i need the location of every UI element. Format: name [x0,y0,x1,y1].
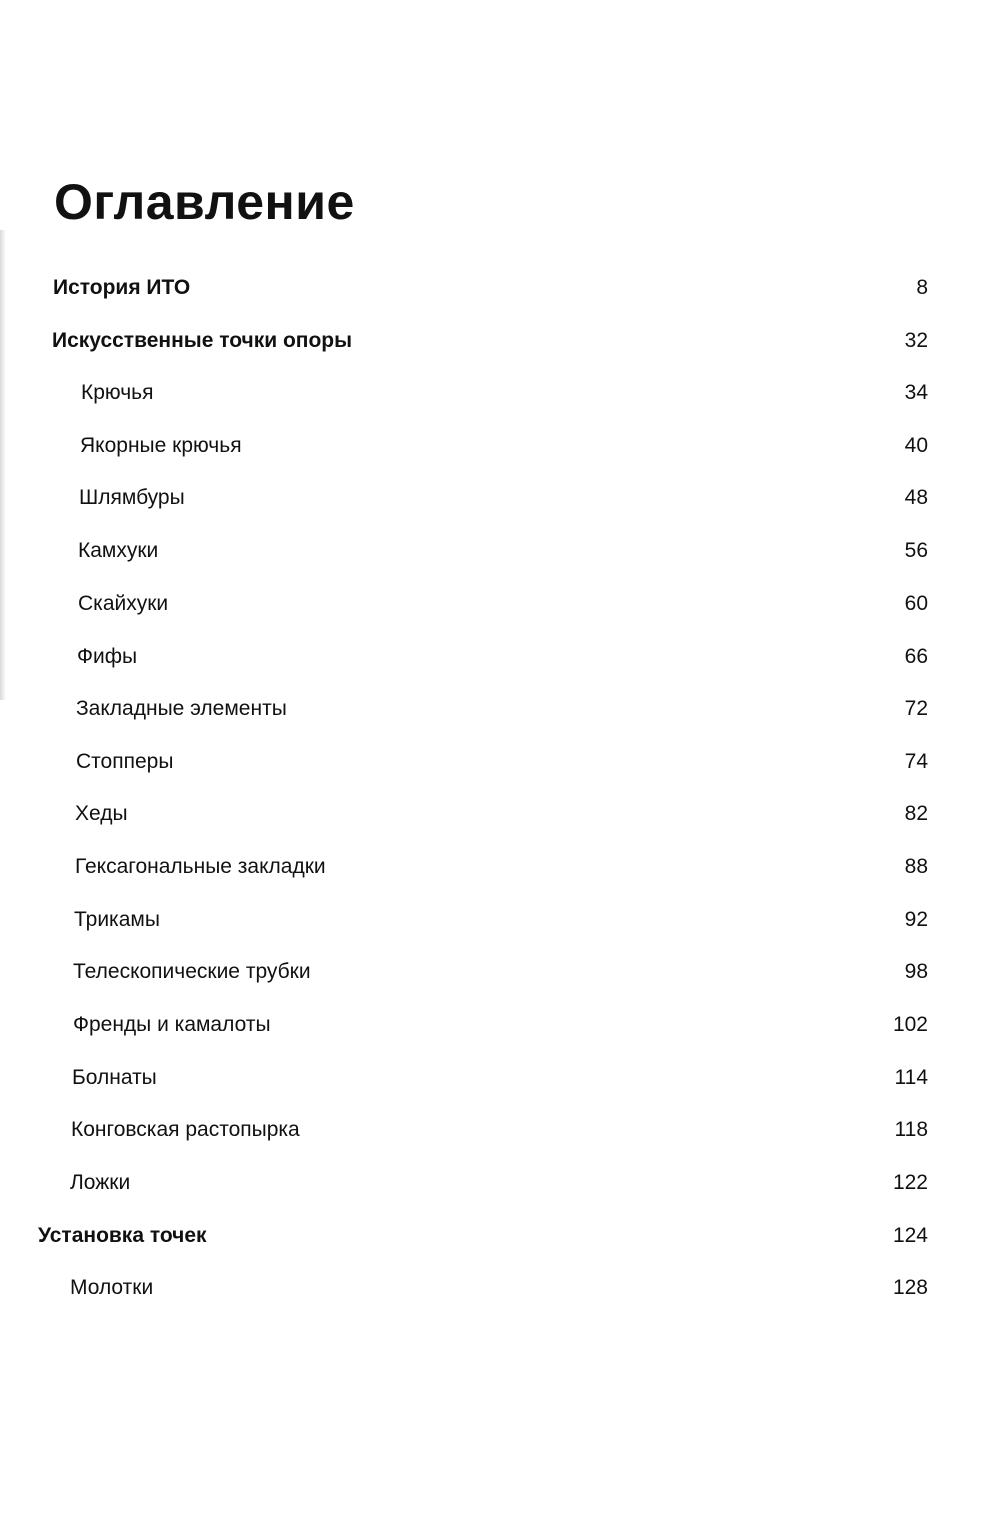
toc-entry-section[interactable] [0,1008,1000,1042]
toc-entry-section[interactable] [0,850,1000,884]
toc-entry-section[interactable] [0,587,1000,621]
toc-entry-chapter[interactable] [0,1219,1000,1253]
toc-entry-section[interactable] [0,903,1000,937]
toc-entry-title: Крючья [81,381,154,404]
toc-entry-title: Конговская растопырка [71,1118,300,1141]
toc-entry-title: Френды и камалоты [73,1013,271,1036]
toc-entry-section[interactable] [0,1113,1000,1147]
toc-entry-page: 128 [892,1276,928,1299]
toc-entry-section[interactable] [0,481,1000,515]
toc-entry-section[interactable] [0,429,1000,463]
toc-entry-title: Искусственные точки опоры [52,329,353,352]
toc-entry-page: 82 [904,802,928,825]
toc-entry-page: 92 [904,908,928,931]
toc-entry-title: Ложки [70,1171,131,1194]
toc-entry-title: Камхуки [78,539,159,562]
toc-entry-title: Якорные крючья [80,434,242,457]
toc-entry-title: Шлямбуры [79,486,185,509]
toc-entry-title: Болнаты [72,1066,157,1089]
toc-entry-page: 48 [904,486,928,509]
toc-entry-title: Хеды [75,802,128,825]
toc-entry-title: Скайхуки [78,592,169,615]
toc-entry-title: Установка точек [38,1224,207,1247]
toc-entry-title: Закладные элементы [76,697,287,720]
toc-entry-page: 60 [904,592,928,615]
toc-entry-title: Молотки [70,1276,154,1299]
toc-entry-page: 118 [894,1118,928,1141]
toc-entry-title: Трикамы [74,908,160,931]
toc-entry-section[interactable] [0,1271,1000,1305]
toc-entry-title: История ИТО [53,276,191,299]
toc-entry-page: 122 [892,1171,928,1194]
toc-entry-page: 32 [904,329,928,352]
toc-entry-section[interactable] [0,955,1000,989]
toc-entry-section[interactable] [0,1061,1000,1095]
toc-entry-page: 40 [904,434,928,457]
toc-entry-page: 88 [904,855,928,878]
toc-entry-title: Гексагональные закладки [75,855,326,878]
toc-entry-page: 8 [916,276,928,299]
toc-entry-section[interactable] [0,692,1000,726]
toc-entry-section[interactable] [0,745,1000,779]
toc-entry-chapter[interactable] [0,324,1000,358]
toc-entry-chapter[interactable] [0,271,1000,305]
toc-entry-page: 98 [904,960,928,983]
toc-entry-title: Телескопические трубки [73,960,311,983]
toc-entry-page: 74 [904,750,928,773]
page-title: Оглавление [54,174,355,230]
toc-entry-section[interactable] [0,1166,1000,1200]
toc-entry-section[interactable] [0,376,1000,410]
toc-entry-page: 102 [892,1013,928,1036]
toc-entry-section[interactable] [0,640,1000,674]
toc-entry-page: 56 [904,539,928,562]
toc-entry-title: Фифы [77,645,138,668]
toc-entry-page: 34 [904,381,928,404]
toc-entry-page: 72 [904,697,928,720]
toc-entry-section[interactable] [0,797,1000,831]
toc-entry-page: 66 [904,645,928,668]
toc-entry-section[interactable] [0,534,1000,568]
toc-entry-page: 114 [894,1066,928,1089]
toc-entry-title: Стопперы [76,750,174,773]
toc-entry-page: 124 [892,1224,928,1247]
